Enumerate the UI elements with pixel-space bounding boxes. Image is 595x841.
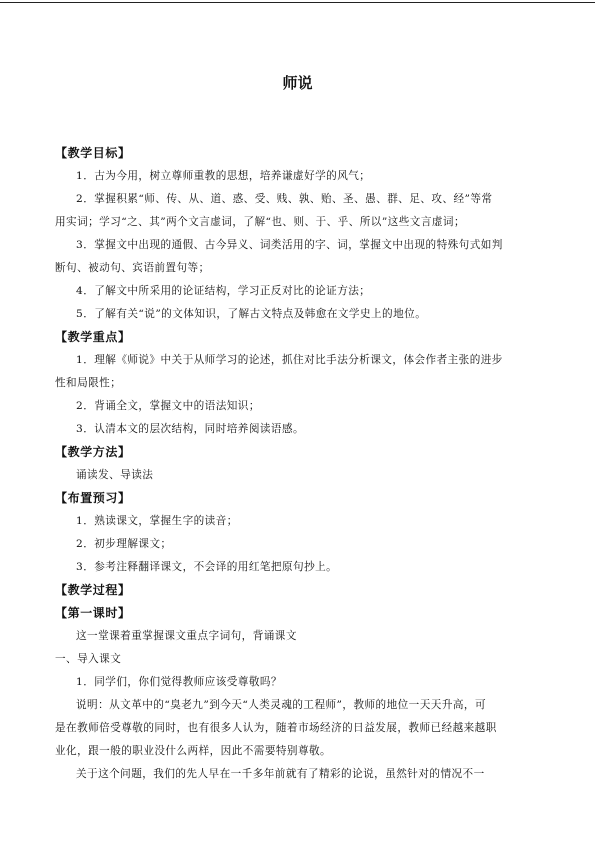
preview-item: 1．熟读课文，掌握生字的读音； [76,515,238,527]
objective-item: 3．掌握文中出现的通假、古今异义、词类活用的字、词，掌握文中出现的特殊句式如判 [76,239,503,251]
heading-lesson-1: 【第一课时】 [55,606,131,620]
objective-item: 4．了解文中所采用的论证结构，学习正反对比的论证方法； [76,285,371,297]
preview-item: 3．参考注释翻译课文，不会译的用红笔把原句抄上。 [76,561,338,573]
key-point-item: 1．理解《师说》中关于从师学习的论述，抓住对比手法分析课文，体会作者主张的进步 [76,354,503,366]
explanation-line: 是在教师倍受尊敬的同时，也有很多人认为，随着市场经济的日益发展，教师已经越来越职 [55,722,497,734]
explanation-line: 说明：从文革中的“臭老九”到今天“人类灵魂的工程师”，教师的地位一天天升高，可 [76,699,486,711]
heading-objectives: 【教学目标】 [55,146,131,160]
heading-process: 【教学过程】 [55,583,131,597]
objective-item-continued: 断句、被动句、宾语前置句等； [55,262,210,274]
heading-key-points: 【教学重点】 [55,330,131,344]
explanation-line: 业化，跟一般的职业没什么两样，因此不需要特别尊敬。 [55,745,332,757]
methods-text: 诵读发、导读法 [76,469,154,481]
page-title: 师说 [282,74,313,92]
lesson-intro: 这一堂课着重掌握课文重点字词句，背诵课文 [76,630,297,642]
top-rule [0,2,595,3]
objective-item: 1．古为今用，树立尊师重教的思想，培养谦虚好学的风气； [76,170,371,182]
objective-item-continued: 用实词；学习“之、其”两个文言虚词，了解“也、则、于、乎、所以”这些文言虚词； [55,216,465,228]
objective-item: 5．了解有关“说”的文体知识，了解古文特点及韩愈在文学史上的地位。 [76,308,427,320]
preview-item: 2．初步理解课文； [76,538,172,550]
document-body [55,142,545,786]
key-point-item-continued: 性和局限性； [55,377,122,389]
part-1-title: 一、导入课文 [55,653,122,665]
heading-preview: 【布置预习】 [55,491,131,505]
closing-paragraph: 关于这个问题，我们的先人早在一千多年前就有了精彩的论说，虽然针对的情况不一 [76,768,485,780]
key-point-item: 3．认清本文的层次结构，同时培养阅读语感。 [76,423,305,435]
heading-methods: 【教学方法】 [55,445,131,459]
key-point-item: 2．背诵全文，掌握文中的语法知识； [76,400,260,412]
objective-item: 2．掌握积累“师、传、从、道、惑、受、贱、孰、贻、圣、愚、群、足、攻、经”等常 [76,193,493,205]
question: 1．同学们，你们觉得教师应该受尊敬吗？ [76,676,282,688]
